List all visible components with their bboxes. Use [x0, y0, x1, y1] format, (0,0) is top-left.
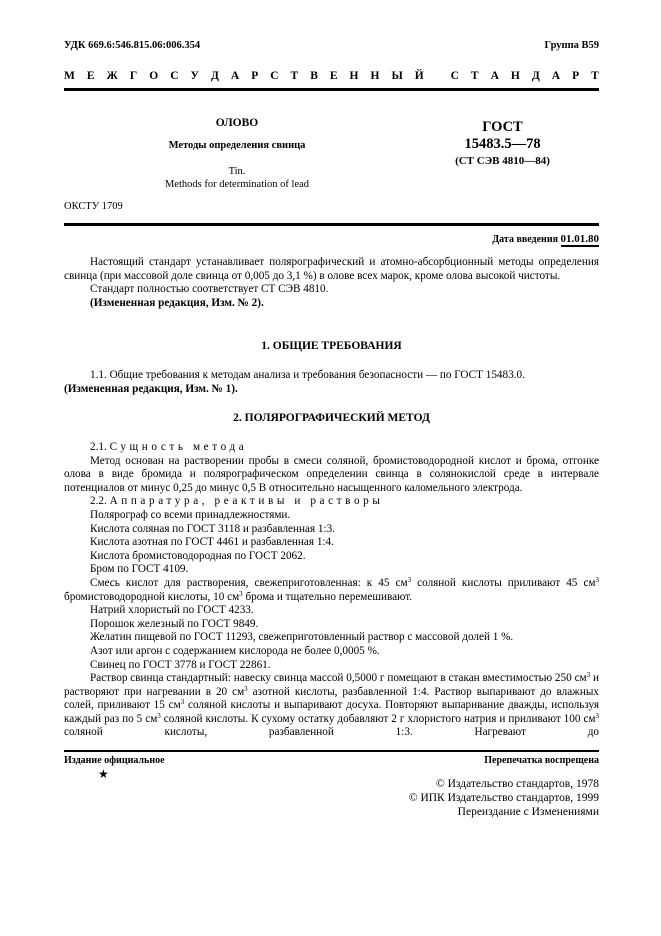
reissue-note: Переиздание с Изменениями — [457, 806, 599, 818]
reagent-item: Желатин пищевой по ГОСТ 11293, свежеприготовленный раствор с массовой долей 1 %. — [90, 631, 514, 644]
doc-title: ОЛОВО — [215, 117, 259, 129]
section-2-heading: 2. ПОЛЯРОГРАФИЧЕСКИЙ МЕТОД — [233, 412, 430, 424]
banner-letter: М — [64, 70, 75, 82]
group-code: Группа В59 — [544, 40, 599, 51]
intro-paragraph: Настоящий стандарт устанавливает полярографический и атомно-абсорбционный методы определения свинца (при массовой доле свинца от 0,005 до 3,1 %) в олове всех марок, кроме олова высокой чистоты. — [64, 256, 599, 282]
banner-letter — [436, 70, 439, 82]
banner-letter: Р — [251, 70, 259, 82]
reagent-item: Полярограф со всеми принадлежностями. — [90, 508, 291, 521]
intro-compliance: Стандарт полностью соответствует СТ СЭВ 4810. — [90, 283, 329, 296]
reagent-item: Натрий хлористый по ГОСТ 4233. — [90, 604, 254, 617]
banner-letter: Г — [129, 70, 138, 82]
header-rule — [64, 88, 599, 91]
banner-letter: Й — [414, 70, 424, 82]
banner-letter: Е — [329, 70, 338, 82]
title-block-rule — [64, 223, 599, 226]
reagent-item: Азот или аргон с содержанием кислорода не более 0,0005 %. — [90, 644, 380, 657]
clause-1-1: 1.1. Общие требования к методам анализа и требования безопасности — по ГОСТ 15483.0. — [90, 369, 525, 381]
banner-letter: Т — [591, 70, 599, 82]
footer-rule — [64, 750, 599, 752]
reagent-item: Кислота азотная по ГОСТ 4461 и разбавленная 1:4. — [90, 536, 334, 549]
copyright-1999: © ИПК Издательство стандартов, 1999 — [408, 792, 599, 804]
date-label: Дата введения — [492, 234, 558, 245]
clause-2-1-text: Метод основан на растворении пробы в смеси соляной, бромистоводородной кислот и брома, отгонке олова в виде бромида и полярографическом определении свинца в солянокислой среде в интервале потенциалов от минус 0,25 до минус 0,5 В относительно насыщенного каломельного электрода. — [64, 454, 599, 494]
oksti-code: ОКСТУ 1709 — [64, 201, 123, 212]
banner-letter: У — [190, 70, 199, 82]
gost-number: 15483.5—78 — [464, 136, 541, 152]
reagent-item: Порошок железный по ГОСТ 9849. — [90, 617, 259, 630]
banner-letter: Д — [531, 70, 540, 82]
banner-letter: С — [170, 70, 179, 82]
banner-letter: Е — [86, 70, 95, 82]
reagent-item: Кислота бромистоводородная по ГОСТ 2062. — [90, 549, 306, 562]
st-sev-number: (СТ СЭВ 4810—84) — [455, 155, 550, 167]
banner-letter: В — [310, 70, 318, 82]
date-value: 01.01.80 — [560, 233, 599, 245]
intro-section — [64, 256, 599, 310]
standard-lead-solution-text: Раствор свинца стандартный: навеску свинца массой 0,5000 г помещают в стакан вместимостью 250 $см^3$ и растворяют при нагревании в 20 $см^3$ азотной кислоты, разбавленной 1:4. Раствор выпаривают до влажных солей, приливают 15 $см^3$ соляной кислоты и выпаривают досуха. Повторяют выпаривание дважды, используя каждый раз по 5 $см^3$ соляной кислоты. К сухому остатку добавляют 2 г хлористого натрия и приливают 100 $см^3$ соляной кислоты, разбавленной 1:3. Нагревают до — [64, 671, 599, 739]
acid-mixture-text: Смесь кислот для растворения, свежеприготовленная: к 45 $см^3$ соляной кислоты приливают 45 $см^3$ бромистоводородной кислоты, 10 $см^3$ брома и тщательно перемешивают. — [64, 575, 599, 603]
gost-label: ГОСТ — [482, 119, 523, 135]
section-1-body — [64, 369, 599, 396]
english-subtitle: Methods for determination of lead — [164, 179, 310, 190]
banner-letter: С — [450, 70, 459, 82]
banner-letter: Р — [572, 70, 580, 82]
section-2-body — [64, 441, 599, 740]
star-icon: ★ — [98, 767, 109, 781]
no-reprint-label: Перепечатка воспрещена — [484, 755, 599, 766]
reagent-item: Бром по ГОСТ 4109. — [90, 563, 189, 576]
banner-letter: А — [490, 70, 499, 82]
interstate-standard-banner — [64, 70, 599, 82]
english-title: Tin. — [228, 166, 246, 177]
banner-letter: Н — [510, 70, 520, 82]
banner-letter: Т — [470, 70, 479, 82]
banner-letter: Ж — [106, 70, 118, 82]
udk-code: УДК 669.6:546.815.06:006.354 — [64, 40, 201, 51]
banner-letter: А — [230, 70, 240, 82]
reagent-item: Кислота соляная по ГОСТ 3118 и разбавленная 1:3. — [90, 522, 335, 535]
reagent-item: Свинец по ГОСТ 3778 и ГОСТ 22861. — [90, 658, 271, 671]
clause-2-1-title: Сущность метода — [109, 441, 248, 453]
clause-2-1-heading: 2.1. Сущность метода — [90, 441, 248, 453]
banner-letter: Ы — [391, 70, 403, 82]
doc-subtitle: Методы определения свинца — [168, 140, 306, 151]
banner-letter: Н — [349, 70, 359, 82]
banner-letter: Н — [370, 70, 380, 82]
banner-letter: А — [551, 70, 561, 82]
amendment-note: (Измененная редакция, Изм. № 1). — [64, 382, 238, 395]
clause-2-2-title: Аппаратура, реактивы и растворы — [109, 495, 384, 508]
banner-letter: С — [270, 70, 279, 82]
amendment-note: (Измененная редакция, Изм. № 2). — [90, 296, 264, 309]
introduction-date — [492, 233, 599, 245]
official-edition-label: Издание официальное — [64, 755, 165, 766]
banner-letter: Д — [210, 70, 219, 82]
section-1-heading: 1. ОБЩИЕ ТРЕБОВАНИЯ — [261, 340, 402, 352]
copyright-1978: © Издательство стандартов, 1978 — [435, 778, 599, 790]
clause-2-2-heading: 2.2. Аппаратура, реактивы и растворы — [90, 495, 384, 508]
banner-letter: О — [149, 70, 159, 82]
banner-letter: Т — [290, 70, 299, 82]
